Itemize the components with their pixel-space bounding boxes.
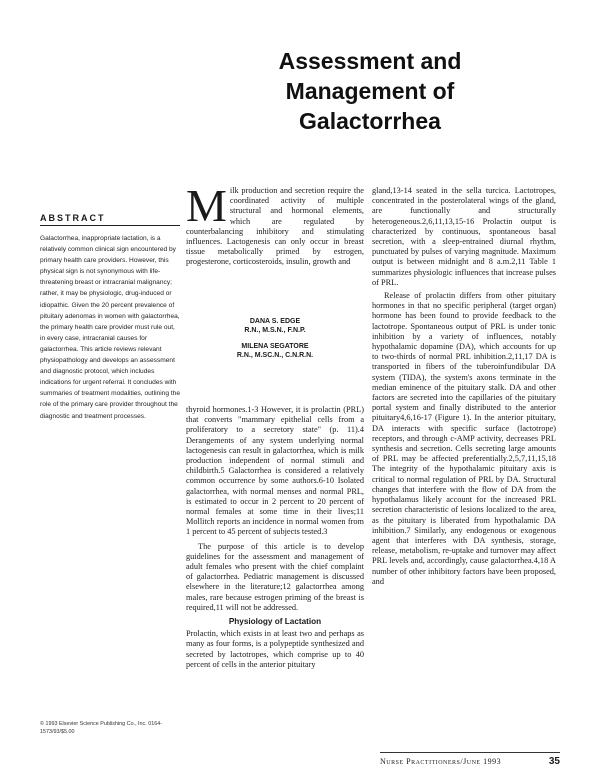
body-column-2-top [186,186,364,294]
page-number: 35 [548,756,560,767]
author-2 [186,343,364,360]
body-paragraph: The purpose of this article is to develop guidelines for the assessment and management of adult females who present with the chief complaint of galactorrhea. Pediatric management is discussed elsewhere in the literature;12 galactorrhea among males, rare because estrogen priming of the breast is required,11 will not be addressed. [186,541,364,612]
author-name: MILENA SEGATORE [241,343,309,351]
title-line-3: Galactorrhea [299,108,441,134]
body-paragraph: Release of prolactin differs from other pituitary hormones in that no specific peripheral (target organ) hormone has been found to provide feedback to the lactotrope. Spontaneous output of PRL is under tonic inhibition by a variety of influences, notably hypothalamic dopamine (DA), which accounts for up to two-thirds of normal PRL inhibition.2,11,17 DA is transported in fibers of the tuberoinfundibular DA system (TIDA), the system's axons terminate in the median eminence of the pituitary stalk. DA and other factors are secreted into the capillaries of the pituitary portal system and finally distributed to the anterior pituitary4,6,16-17 (Figure 1). In the anterior pituitary, DA interacts with specific surface (lactotrope) receptors, and through c-AMP activity, decreases PRL synthesis and secretion. Cells secreting large amounts of PRL may be affected preferentially.2,5,7,11,15,18 The integrity of the hypothalamic pituitary axis is critical to normal regulation of PRL by DA. Structural changes that interfere with the flow of DA from the hypothalamus likely account for the increased PRL secretion characteristic of lesions localized to the area, as the pituitary is liberated from hypothalamic DA inhibition.7 Similarly, any endogenous or exogenous agent that interferes with DA synthesis, storage, release, metabolism, re-uptake and turnover may affect PRL levels and, accordingly, cause galactorrhea.4,18 A number of other inhibitory factors have been proposed, and [372,291,556,586]
journal-name: Nurse Practitioners/June 1993 [380,757,502,766]
author-credentials: R.N., M.S.N., F.N.P. [244,326,306,334]
page-footer [380,752,560,767]
body-column-3 [372,186,556,746]
body-column-2-bottom [186,405,364,755]
author-block [186,318,364,368]
abstract-heading: ABSTRACT [40,213,180,226]
opening-paragraph [186,186,364,268]
body-paragraph: gland,13-14 seated in the sella turcica. Lactotropes, concentrated in the posterolateral wings of the gland, are functionally and structurally heterogeneous.2,6,11,13,15-16 Prolactin output is characterized by continuous, spontaneous basal secretion, with a sleep-entrained diurnal rhythm, punctuated by pulses of varying magnitude. Maximum output is between midnight and 8 a.m.2,11 Table 1 summarizes physiologic influences that increase pulses of PRL. [372,186,556,287]
section-heading: Physiology of Lactation [228,617,322,627]
copyright-notice: © 1993 Elsevier Science Publishing Co., Inc. 0164-1573/93/$5.00 [40,721,163,735]
title-line-2: Management of [285,78,455,104]
article-title [240,46,500,136]
body-paragraph: Prolactin, which exists in at least two and perhaps as many as four forms, is a polypeptide synthesized and secreted by lactotropes, which comprise up to 40 percent of cells in the anterior pituitary [186,629,364,669]
body-paragraph: thyroid hormones.1-3 However, it is prolactin (PRL) that converts "mammary epithelial cells from a proliferatory to a secretory state" (p. 11).4 Derangements of any system underlying normal lactogenesis can result in galactorrhea, which is milk production independent of normal stimuli and childbirth.5 Galactorrhea is considered a relatively common occurrence by some authors.6-10 Isolated galactorrhea, with normal menses and normal PRL, is estimated to occur in 2 percent to 20 percent of normal females at some time in their lives;11 Mollitch reports an incidence in normal women from 1 percent to 45 percent of subjects tested.3 [186,405,364,537]
opening-text: ilk production and secretion require the coordinated activity of multiple structural and hormonal elements, which are regulated by counterbalancing inhibitory and stimulating influences. Lactogenesis can only occur in breast tissue metabolically primed by estrogen, progesterone, corticosteroids, insulin, growth and [186,186,364,267]
author-1 [186,318,364,335]
abstract-text: Galactorrhea, inappropriate lactation, is a relatively common clinical sign encountered by primary health care providers. However, this physical sign is not synonymous with life-threatening breast or intracranial malignancy; rather, it may be physiologic, drug-induced or idiopathic. Given the 20 percent prevalence of pituitary adenomas in women with galactorrhea, the primary health care provider must rule out, in every case, intracranial causes for galactorrhea. This article reviews relevant physiopathology and develops an assessment and diagnostic protocol, which includes indications for urgent referral. It concludes with summaries of treatment modalities, outlining the role of the primary care provider throughout the diagnostic and treatment processes. [40,235,180,420]
title-line-1: Assessment and [278,48,462,74]
author-credentials: R.N., M.SC.N., C.N.R.N. [236,351,314,359]
author-name: DANA S. EDGE [249,318,301,325]
drop-cap: M [186,186,227,231]
